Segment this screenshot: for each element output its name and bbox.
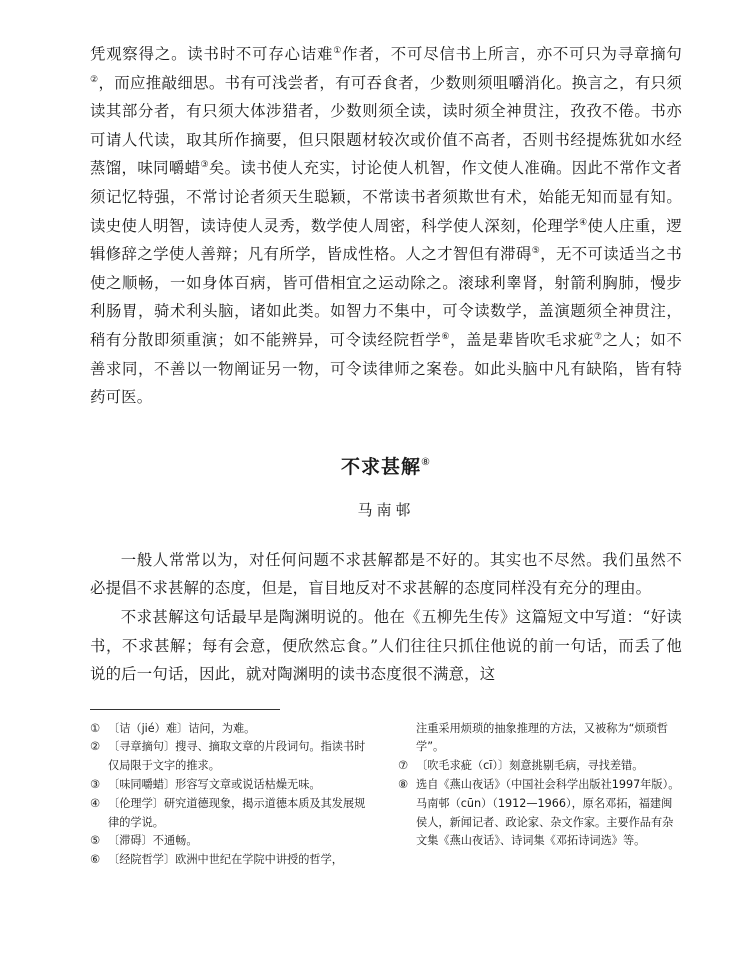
text-segment: 之人；如不善求同，不善以一物阐证另一物，可令读律师之案卷。如此头脑中凡有缺陷，皆有特药可医。 (90, 330, 682, 407)
footnote-5 (90, 832, 374, 851)
essay-title (90, 452, 682, 479)
footnote-text: 〔味同嚼蜡〕形容写文章或说话枯燥无味。 (108, 778, 321, 792)
footnote-number: ⑦ (398, 759, 409, 773)
footnotes-left-column (90, 720, 374, 870)
text-segment: ，无不可读适当之书使之顺畅，一如身体百病，皆可借相宜之运动除之。滚球利睾肾，射箭利胸肺，慢步利肠胃，骑术利头脑，诸如此类。如智力不集中，可令读数学，盖演题须全神贯注，稍有分散即须重演；如不能辨异，可令读经院哲学 (90, 245, 682, 349)
footnotes-right-column (398, 720, 682, 870)
essay2-paragraph-1: 一般人常常以为，对任何问题不求甚解都是不好的。其实也不尽然。我们虽然不必提倡不求甚解的态度，但是，盲目地反对不求甚解的态度同样没有充分的理由。 (90, 550, 682, 598)
page (90, 40, 682, 870)
footnote-6 (90, 851, 374, 870)
footnote-marker: ① (333, 46, 343, 56)
footnote-text: 选自《燕山夜话》（中国社会科学出版社1997年版）。马南邨（cūn）（1912—1966），原名邓拓，福建闽侯人，新闻记者、政论家、杂文作家。主要作品有杂文集《燕山夜话》、诗词集《邓拓诗词选》等。 (416, 778, 680, 848)
essay1-paragraph (90, 40, 682, 412)
text-segment: 作者，不可尽信书上所言，亦不可只为寻章摘句 (342, 45, 682, 63)
essay2-paragraph-2: 不求甚解这句话最早是陶渊明说的。他在《五柳先生传》这篇短文中写道：“好读书，不求甚解；每有会意，便欣然忘食。”人们往往只抓住他说的前一句话，而丢了他说的后一句话，因此，就对陶渊明的读书态度很不满意，这 (90, 607, 682, 684)
footnote-2 (90, 738, 374, 776)
text-segment: ，而应推敲细思。书有可浅尝者，有可吞食者，少数则须咀嚼消化。换言之，有只须读其部分者，有只须大体涉猎者，少数则须全读，读时须全神贯注，孜孜不倦。书亦可请人代读，取其所作摘要，但只限题材较次或价值不高者，否则书经提炼犹如水经蒸馏，味同嚼蜡 (90, 73, 682, 178)
footnote-text: 〔诘（jié）难〕诘问，为难。 (108, 721, 256, 735)
footnote-4 (90, 795, 374, 833)
footnote-text: 〔伦理学〕研究道德现象，揭示道德本质及其发展规律的学说。 (108, 796, 366, 829)
footnote-marker: ⑤ (531, 246, 541, 257)
footnotes (90, 720, 682, 870)
footnote-1 (90, 720, 374, 739)
footnote-marker: ② (90, 74, 99, 85)
footnote-marker: ⑥ (441, 331, 451, 342)
text-segment: ，盖是辈皆吹毛求疵 (450, 330, 594, 349)
author-name: 马南邨 (357, 500, 415, 519)
text-segment: 矣。读书使人充实，讨论使人机智，作文使人准确。因此不常作文者须记忆特强，不常讨论者须天生聪颖，不常读书者须欺世有术，始能无知而显有知。读史使人明智，读诗使人灵秀，数学使人周密，科学使人深刻，伦理学 (90, 159, 682, 235)
footnote-divider (90, 709, 280, 710)
footnote-marker: ⑦ (593, 331, 603, 342)
footnote-8 (398, 776, 682, 851)
footnote-text: 〔吹毛求疵（cī）〕刻意挑剔毛病，寻找差错。 (416, 759, 644, 773)
footnote-6-continuation: 注重采用烦琐的抽象推理的方法，又被称为“烦琐哲学”。 (416, 721, 668, 754)
text-segment: 凭观察得之。读书时不可存心诘难 (90, 45, 334, 63)
text-segment: 使人庄重，逻辑修辞之学使人善辩；凡有所学，皆成性格。人之才智但有滞碍 (90, 216, 683, 264)
footnote-7 (398, 757, 682, 776)
footnote-number: ⑥ (90, 853, 101, 867)
footnote-number: ② (90, 740, 101, 754)
footnote-number: ③ (90, 778, 101, 792)
footnote-number: ① (90, 721, 101, 735)
footnote-text: 〔经院哲学〕欧洲中世纪在学院中讲授的哲学， (108, 853, 343, 867)
footnote-text: 〔寻章摘句〕搜寻、摘取文章的片段词句。指读书时仅局限于文字的推求。 (108, 740, 366, 773)
footnote-number: ⑤ (90, 834, 101, 848)
title-text: 不求甚解 (341, 455, 422, 478)
footnote-number: ⑧ (398, 778, 409, 792)
footnote-marker: ③ (200, 160, 209, 171)
footnote-3 (90, 776, 374, 795)
footnote-number: ④ (90, 796, 101, 810)
footnote-marker: ⑧ (421, 456, 431, 468)
footnote-marker: ④ (579, 217, 588, 228)
footnote-text: 〔滞碍〕不通畅。 (108, 834, 198, 848)
